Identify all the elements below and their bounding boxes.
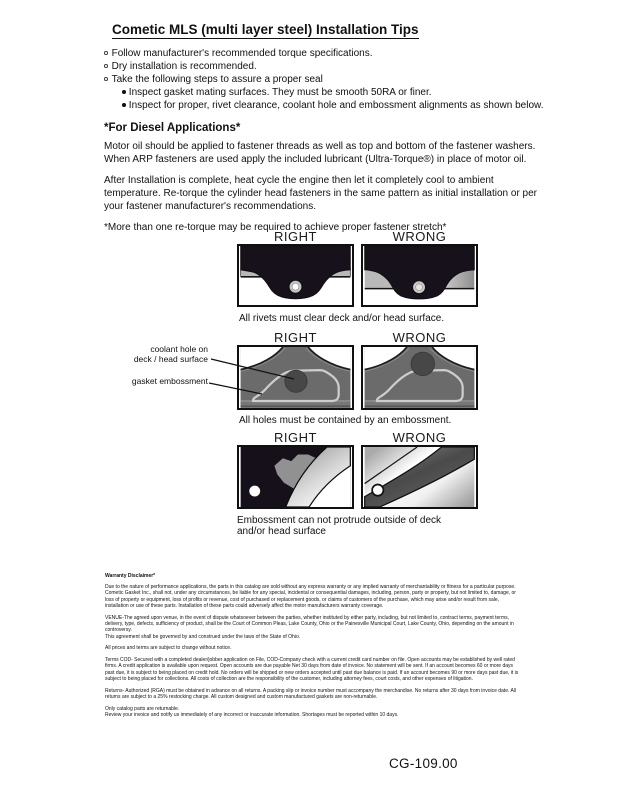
warranty-disclaimer <box>105 573 519 724</box>
open-bullet-icon <box>104 51 108 55</box>
document-code: CG-109.00 <box>389 756 458 771</box>
disclaimer-paragraph: All prices and terms are subject to change without notice. <box>105 645 232 652</box>
disclaimer-paragraph: Due to the nature of performance applications, the parts in this catalog are sold without any express warranty or any implied warranty of merchantability or fitness for a particular purpose. Cometic Gasket Inc., shall not, under any circumstances, be liable for any special, incidental or consequential damages, including, person, party or property, but not limited to, damage, or loss of property or equipment, loss of profits or revenue, cost of purchased or replacement goods, or claims of customers of the purchase, which may arise and/or result from sale, installation or use of these parts. Installation of these parts could adversely affect the motor manufacturers warranty coverage. <box>105 584 516 609</box>
coolant-hole-icon <box>285 370 307 392</box>
disclaimer-heading: Warranty Disclaimer* <box>105 573 156 579</box>
callout-coolant-hole <box>96 345 208 364</box>
list-item <box>104 47 558 60</box>
wrong-label: WRONG <box>392 229 447 244</box>
figure-wrong-column <box>361 332 478 410</box>
figure-right-column <box>237 332 354 410</box>
right-label: RIGHT <box>274 229 317 244</box>
protrusion-wrong-diagram <box>361 445 478 509</box>
list-item <box>104 73 558 86</box>
diesel-paragraph: *More than one re-torque may be required to achieve proper fastener stretch* <box>104 222 447 233</box>
open-bullet-icon <box>104 64 108 68</box>
figure-hole-embossment <box>237 332 478 410</box>
wrong-label: WRONG <box>392 330 447 345</box>
tip-text: Inspect gasket mating surfaces. They must be smooth 50RA or finer. <box>128 87 432 98</box>
figure-right-column <box>237 432 354 509</box>
open-bullet-icon <box>104 77 108 81</box>
callout-gasket-embossment <box>96 377 208 387</box>
embossment-right-diagram <box>237 345 354 410</box>
instructions-block <box>0 0 618 234</box>
disclaimer-paragraph: Terms COD- Secured with a completed dealer/jobber application on File, COD-Company check with a current credit card number on file. Open accounts may be established by well rated firms. A credit application is available upon request. Open accounts are due payable Net 30 days from date of invoice. No statement will be sent. If an account becomes 60 or more days past due, it is subject to being placed on credit hold. No orders will be shipped or new orders accepted until past due balance is paid. If an account becomes 90 or more days past due, it is subject to being placed for collections. All costs of collection are the responsibility of the customer, including attorney fees, court costs, and other expenses of litigation. <box>105 657 519 683</box>
right-label: RIGHT <box>274 430 317 445</box>
callout-text: coolant hole on <box>150 344 208 354</box>
diesel-section-heading: *For Diesel Applications* <box>104 122 241 134</box>
list-item <box>122 86 558 99</box>
rivet-right-diagram <box>237 244 354 307</box>
figure-right-column <box>237 231 354 307</box>
disclaimer-paragraph: VENUE-The agreed upon venue, in the event of dispute whatsoever between the parties, whether instituted by either party, including, but not limited to, contract terms, payment terms, delivery, type, defects, sufficiency of product, shall be the Court of Common Pleas, Lake County, Ohio or the Painesville Municipal Court, Lake County, Ohio, depending on the amount in controversy. <box>105 614 514 634</box>
list-item <box>122 99 558 112</box>
filled-bullet-icon <box>122 103 126 107</box>
filled-bullet-icon <box>122 90 126 94</box>
disclaimer-paragraph: This agreement shall be governed by and construed under the laws of the State of Ohio. <box>105 633 301 640</box>
figure-wrong-column <box>361 231 478 307</box>
figures-section <box>0 228 618 546</box>
callout-text: gasket embossment <box>131 376 208 386</box>
figure-caption: Embossment can not protrude outside of deck and/or head surface <box>237 515 442 537</box>
tip-text: Inspect for proper, rivet clearance, coolant hole and embossment alignments as shown below. <box>128 100 544 111</box>
figure-embossment-protrusion <box>237 432 478 509</box>
diesel-paragraph: Motor oil should be applied to fastener threads as well as top and bottom of the fastener washers. When ARP fasteners are used apply the included lubricant (Ultra-Torque®) in place of motor oil. <box>104 141 536 165</box>
disclaimer-paragraph: Only catalog parts are returnable. <box>105 705 180 712</box>
bolt-hole-icon <box>372 485 383 496</box>
tip-text: Follow manufacturer's recommended torque specifications. <box>111 48 373 59</box>
figure-caption: All holes must be contained by an embossment. <box>239 415 452 426</box>
wrong-label: WRONG <box>392 430 447 445</box>
tip-text: Take the following steps to assure a proper seal <box>111 74 323 85</box>
protrusion-right-diagram <box>237 445 354 509</box>
figure-caption: All rivets must clear deck and/or head surface. <box>239 313 445 324</box>
embossment-wrong-diagram <box>361 345 478 410</box>
callout-text: deck / head surface <box>133 353 208 364</box>
disclaimer-paragraph: Review your invoice and notify us immediately of any incorrect or inaccurate information. Shortages must be reported within 10 days. <box>105 712 399 719</box>
tip-list <box>104 47 558 86</box>
figure-rivet-clearance <box>237 231 478 307</box>
figure-wrong-column <box>361 432 478 509</box>
list-item <box>104 60 558 73</box>
right-label: RIGHT <box>274 330 317 345</box>
disclaimer-paragraph: Returns- Authorized (RGA) must be obtained in advance on all returns. A packing slip or invoice number must accompany the merchandise. No returns after 30 days from invoice date. All returns are subject to a 25% restocking charge. All custom designed and custom manufactured gaskets are non-returnable. <box>105 687 517 701</box>
tip-text: Dry installation is recommended. <box>111 61 257 72</box>
bolt-hole-icon <box>249 486 260 497</box>
rivet-wrong-diagram <box>361 244 478 307</box>
coolant-hole-icon <box>411 352 434 375</box>
tip-sub-list <box>122 86 558 112</box>
page-title: Cometic MLS (multi layer steel) Installation Tips <box>112 22 419 37</box>
diesel-paragraph: After Installation is complete, heat cycle the engine then let it completely cool to ambient temperature. Re-torque the cylinder head fasteners in the same pattern as initial installation or per your fastener manufacturer's recommendations. <box>104 175 538 212</box>
